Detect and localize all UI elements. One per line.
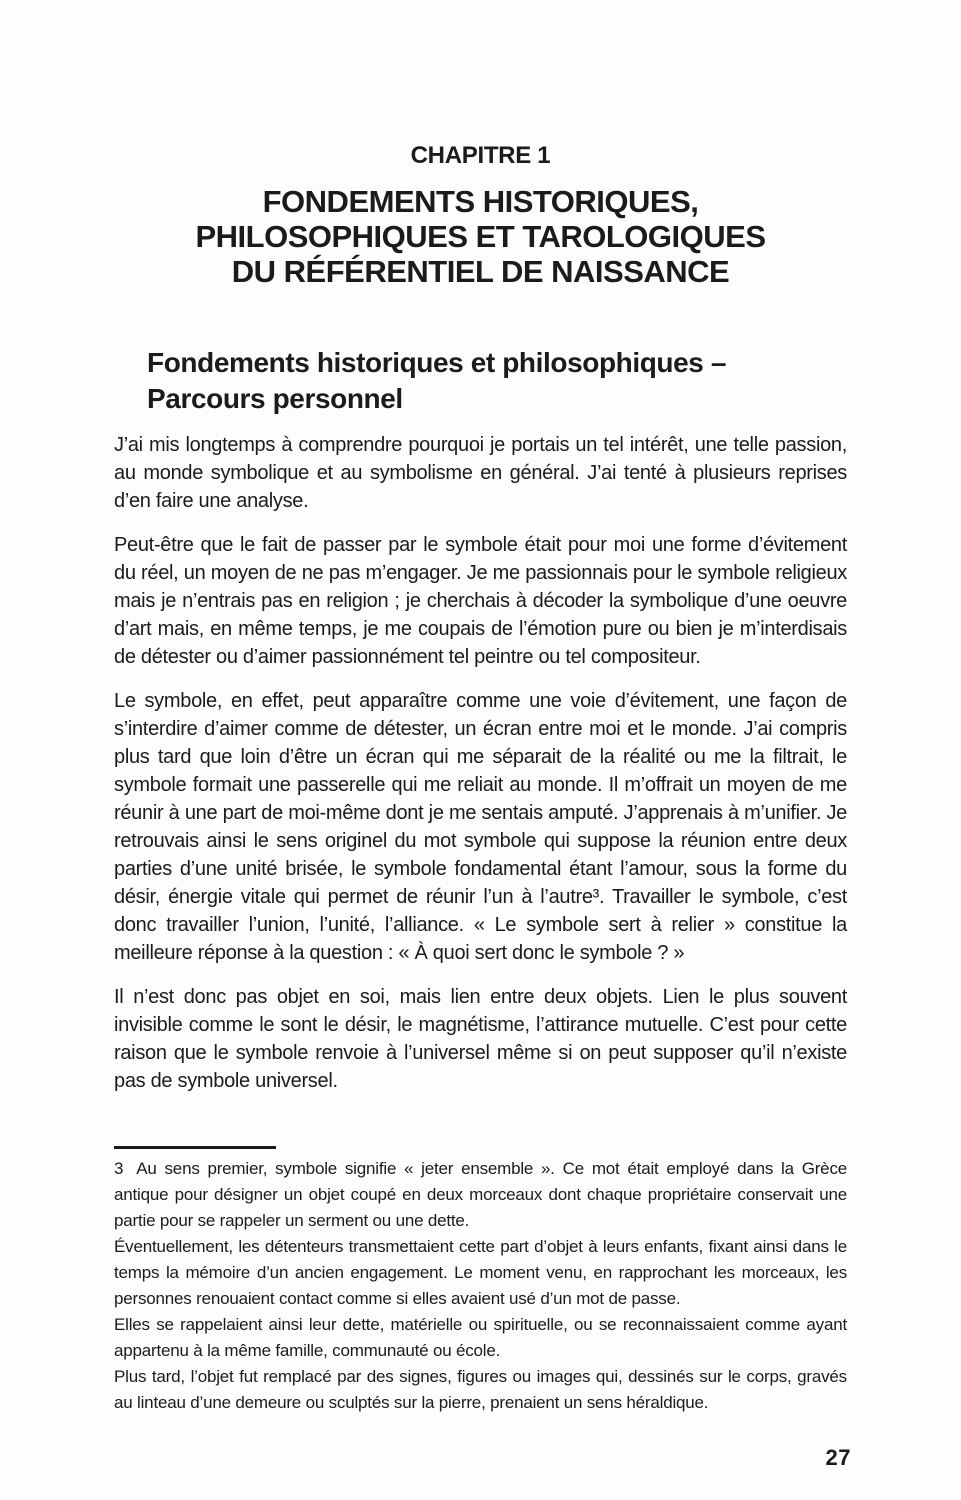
section-heading-line: Parcours personnel [147,383,403,414]
page-number: 27 [825,1445,851,1470]
chapter-header [0,142,961,289]
body-text [114,431,847,1095]
chapter-title-line: PHILOSOPHIQUES ET TAROLOGIQUES [195,219,766,254]
chapter-title [0,184,961,289]
footnote-rule [114,1146,276,1149]
footnote-paragraph [114,1156,847,1234]
chapter-title-line: FONDEMENTS HISTORIQUES, [262,184,699,219]
footnote-marker: 3 [114,1159,124,1178]
section-heading-line: Fondements historiques et philosophiques – [147,347,727,378]
chapter-title-line: DU RÉFÉRENTIEL DE NAISSANCE [231,254,730,289]
body-paragraph: Peut-être que le fait de passer par le symbole était pour moi une forme d’évitement du réel, un moyen de ne pas m’engager. Je me passionnais pour le symbole religieux mais je n’entrais pas en religion ; je cherchais à décoder la symbolique d’une oeuvre d’art mais, en même temps, je me coupais de l’émotion pure ou bien je m’interdisais de détester ou d’aimer passionnément tel peintre ou tel compositeur. [114,534,847,668]
chapter-label: CHAPITRE 1 [410,142,551,169]
body-paragraph: Il n’est donc pas objet en soi, mais lien entre deux objets. Lien le plus souvent invisible comme le sont le désir, le magnétisme, l’attirance mutuelle. C’est pour cette raison que le symbole renvoie à l’universel même si on peut supposer qu’il n’existe pas de symbole universel. [114,986,847,1092]
body-paragraph: J’ai mis longtemps à comprendre pourquoi je portais un tel intérêt, une telle passion, au monde symbolique et au symbolisme en général. J’ai tenté à plusieurs reprises d’en faire une analyse. [114,434,847,512]
footnote-paragraph: Elles se rappelaient ainsi leur dette, matérielle ou spirituelle, ou se reconnaissaient comme ayant appartenu à la même famille, communauté ou école. [114,1315,847,1360]
footnote-text: Au sens premier, symbole signifie « jeter ensemble ». Ce mot était employé dans la Grèce antique pour désigner un objet coupé en deux morceaux dont chaque propriétaire conservait une partie pour se rappeler un serment ou une dette. [114,1159,847,1230]
footnote [114,1146,847,1416]
section-heading [147,345,847,417]
body-paragraph: Le symbole, en effet, peut apparaître comme une voie d’évitement, une façon de s’interdire d’aimer comme de détester, un écran entre moi et le monde. J’ai compris plus tard que loin d’être un écran qui me séparait de la réalité ou me la filtrait, le symbole formait une passerelle qui me reliait au monde. Il m’offrait un moyen de me réunir à une part de moi-même dont je me sentais amputé. J’apprenais à m’unifier. Je retrouvais ainsi le sens originel du mot symbole qui suppose la réunion entre deux parties d’une unité brisée, le symbole fondamental étant l’amour, sous la forme du désir, énergie vitale qui permet de réunir l’un à l’autre³. Travailler le symbole, c’est donc travailler l’union, l’unité, l’alliance. « Le symbole sert à relier » constitue la meilleure réponse à la question : « À quoi sert donc le symbole ? » [114,690,847,964]
footnote-paragraph: Éventuellement, les détenteurs transmettaient cette part d’objet à leurs enfants, fixant ainsi dans le temps la mémoire d’un ancien engagement. Le moment venu, en rapprochant les morceaux, les personnes renouaient contact comme si elles avaient usé d’un mot de passe. [114,1237,847,1308]
footnote-paragraph: Plus tard, l’objet fut remplacé par des signes, figures ou images qui, dessinés sur le corps, gravés au linteau d’une demeure ou sculptés sur la pierre, prenaient un sens héraldique. [114,1367,847,1412]
